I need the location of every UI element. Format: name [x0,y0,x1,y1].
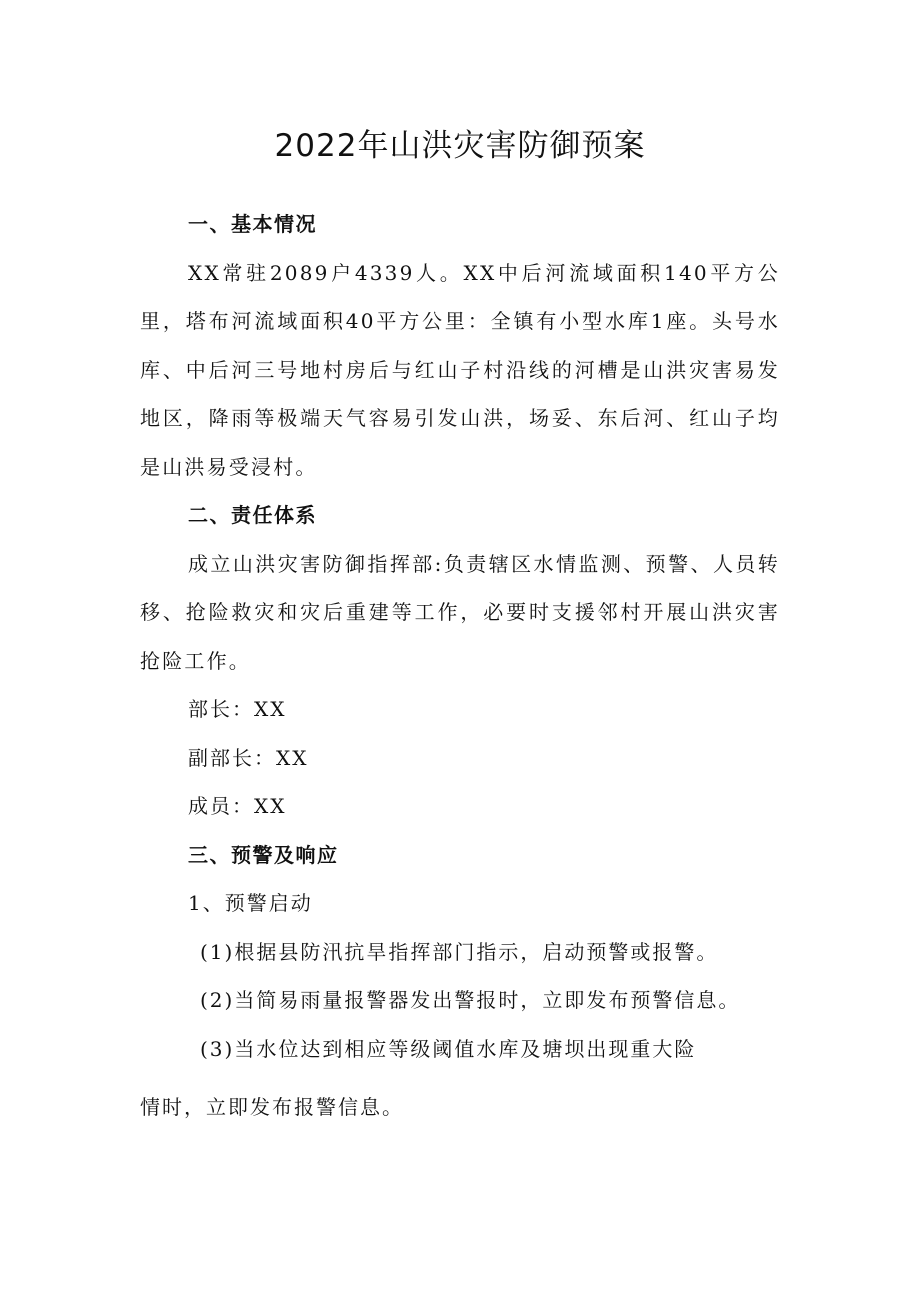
section-heading-basic: 一、基本情况 [188,212,317,236]
warning-item-3-continuation: 情时，立即发布报警信息。 [140,1095,404,1119]
paragraph-responsibility: 成立山洪灾害防御指挥部:负责辖区水情监测、预警、人员转移、抢险救灾和灾后重建等工作，必要时支援邻村开展山洪灾害抢险工作。 [140,551,780,673]
warning-item-2: (2)当简易雨量报警器发出警报时，立即发布预警信息。 [200,988,741,1012]
section-heading-responsibility: 二、责任体系 [188,503,317,527]
document-title: 2022年山洪灾害防御预案 [274,128,646,164]
warning-item-1: (1)根据县防汛抗旱指挥部门指示，启动预警或报警。 [200,939,719,964]
warning-item-3: (3)当水位达到相应等级阈值水库及塘坝出现重大险 [200,1036,697,1061]
deputy-minister-line: 副部长：XX [188,745,309,770]
paragraph-basic: XX常驻2089户4339人。XX中后河流域面积140平方公里，塔布河流域面积40平方公里：全镇有小型水库1座。头号水库、中后河三号地村房后与红山子村沿线的河槽是山洪灾害易发地区，降雨等极端天气容易引发山洪，场妥、东后河、红山子均是山洪易受浸村。 [140,260,780,479]
minister-line: 部长：XX [188,697,287,721]
document-body [140,200,780,1132]
section-heading-warning: 三、预警及响应 [188,842,339,867]
warning-subheading: 1、预警启动 [188,891,313,915]
members-line: 成员：XX [188,794,287,818]
